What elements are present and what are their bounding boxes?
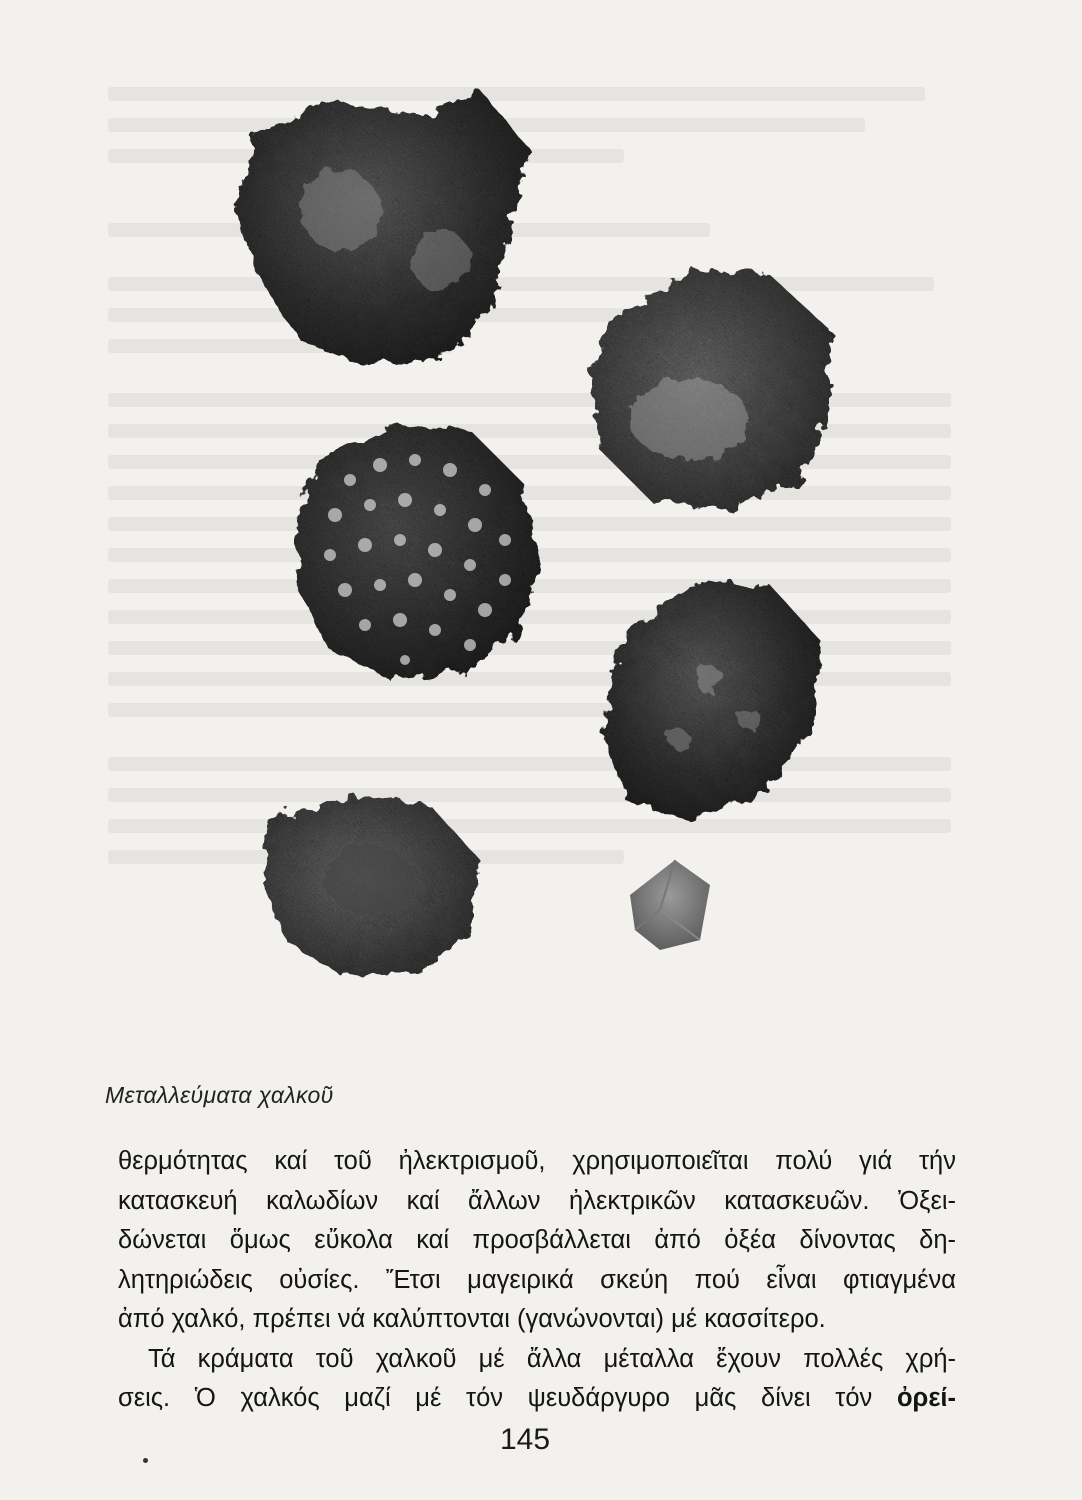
ore-specimen-4 bbox=[605, 580, 820, 820]
text-line-5: ἀπό χαλκό, πρέπει νά καλύπτονται (γανώνονται) μέ κασσίτερο. bbox=[118, 1305, 826, 1333]
text-line-7 bbox=[118, 1379, 956, 1419]
ore-specimen-3 bbox=[295, 425, 540, 680]
figure-caption: Μεταλλεύματα χαλκοῦ bbox=[105, 1082, 334, 1108]
page-number: 145 bbox=[500, 1423, 551, 1456]
copper-ores-photograph bbox=[190, 60, 850, 980]
ore-specimen-5 bbox=[260, 795, 480, 975]
text-line-1: θερμότητας καί τοῦ ἠλεκτρισμοῦ, χρησιμοποιεῖται πολύ γιά τήν bbox=[118, 1147, 956, 1175]
text-line-7-regular: σεις. Ὁ χαλκός μαζί μέ τόν ψευδάργυρο μᾶς δίνει τόν bbox=[118, 1384, 897, 1412]
text-line-7-bold: ὀρεί- bbox=[896, 1384, 956, 1412]
body-text bbox=[118, 1142, 956, 1419]
text-line-4: λητηριώδεις οὐσίες. Ἔτσι μαγειρικά σκεύη πού εἶναι φτιαγμένα bbox=[118, 1265, 956, 1294]
print-speck bbox=[143, 1458, 148, 1463]
text-line-6: Τά κράματα τοῦ χαλκοῦ μέ ἄλλα μέταλλα ἔχουν πολλές χρή- bbox=[148, 1344, 956, 1373]
ore-specimen-6 bbox=[630, 860, 710, 950]
ore-specimen-2 bbox=[590, 270, 830, 510]
text-line-3: δώνεται ὅμως εὔκολα καί προσβάλλεται ἀπό ὀξέα δίνοντας δη- bbox=[118, 1226, 956, 1254]
text-line-2: κατασκευή καλωδίων καί ἄλλων ἠλεκτρικῶν κατασκευῶν. Ὀξει- bbox=[118, 1186, 956, 1215]
ore-specimen-1 bbox=[235, 90, 530, 365]
